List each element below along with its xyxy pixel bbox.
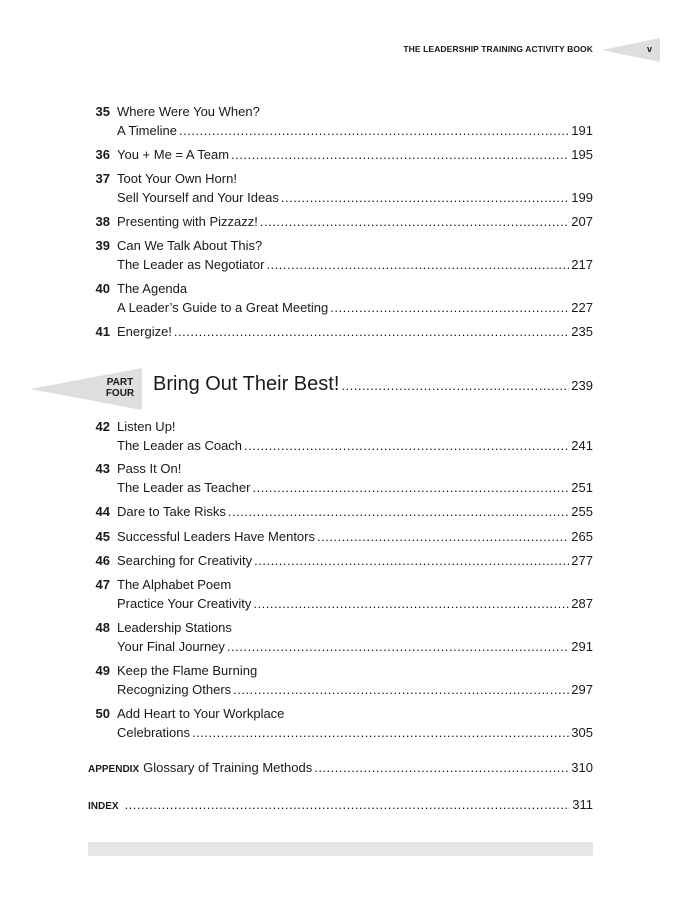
chapter-subtitle: Your Final Journey: [117, 639, 225, 654]
chapter-subtitle: A Timeline: [117, 123, 177, 138]
chapter-title: Leadership Stations: [117, 620, 232, 635]
chapter-title-row: [117, 527, 593, 546]
chapter-title-row: [117, 551, 593, 570]
index-row: [88, 795, 593, 816]
chapter-subtitle: Practice Your Creativity: [117, 596, 252, 611]
leader-dots: [260, 212, 569, 231]
chapter-subtitle-row: [117, 680, 593, 699]
page-ref: 297: [571, 682, 593, 697]
chapter-number: 40: [95, 281, 110, 296]
leader-dots: [281, 188, 569, 207]
chapter-number: 44: [95, 504, 110, 519]
chapter-number: 35: [95, 104, 110, 119]
leader-dots: [233, 680, 569, 699]
chapter-subtitle-row: [117, 723, 593, 742]
appendix-title: Glossary of Training Methods: [143, 760, 313, 775]
chapter-title: Listen Up!: [117, 419, 176, 434]
page-ref: 207: [571, 214, 593, 229]
chapter-number: 47: [95, 577, 110, 592]
chapter-number: 37: [95, 171, 110, 186]
page-ref: 217: [571, 257, 593, 272]
chapter-number: 46: [95, 553, 110, 568]
part-title-row: [153, 373, 593, 396]
chapter-title: Add Heart to Your Workplace: [117, 706, 285, 721]
leader-dots: [253, 594, 569, 613]
page-ref: 310: [571, 760, 593, 775]
chapter-subtitle: A Leader’s Guide to a Great Meeting: [117, 300, 329, 315]
page-ref: 311: [572, 797, 593, 812]
page-ref: 265: [571, 529, 593, 544]
appendix-label: APPENDIX: [88, 764, 140, 775]
chapter-title: Presenting with Pizzazz!: [117, 214, 258, 229]
chapter-title-row: [117, 212, 593, 231]
leader-dots: [341, 378, 569, 393]
book-title: THE LEADERSHIP TRAINING ACTIVITY BOOK: [403, 44, 593, 54]
page-ref: 199: [571, 190, 593, 205]
chapter-number: 48: [95, 620, 110, 635]
chapter-title: Successful Leaders Have Mentors: [117, 529, 315, 544]
part-label-bottom: FOUR: [105, 388, 135, 399]
chapter-number: 49: [95, 663, 110, 678]
chapter-subtitle: The Leader as Coach: [117, 438, 243, 453]
chapter-number: 43: [95, 461, 110, 476]
page-ref: 191: [571, 123, 593, 138]
chapter-subtitle-row: [117, 121, 593, 140]
chapter-subtitle-row: [117, 637, 593, 656]
chapter-title: Dare to Take Risks: [117, 504, 226, 519]
part-four-heading[interactable]: [0, 368, 678, 410]
page-ref: 255: [571, 504, 593, 519]
page-ref: 305: [571, 725, 593, 740]
chapter-title: Where Were You When?: [117, 104, 260, 119]
chapter-number: 42: [95, 419, 110, 434]
leader-dots: [231, 145, 569, 164]
chapter-subtitle: Recognizing Others: [117, 682, 232, 697]
chapter-subtitle-row: [117, 478, 593, 497]
page-ref: 277: [571, 553, 593, 568]
page-ref: 235: [571, 324, 593, 339]
chapter-number: 36: [95, 147, 110, 162]
footer-bar: [88, 842, 593, 856]
chapter-title: You + Me = A Team: [117, 147, 230, 162]
appendix-row: [88, 758, 593, 779]
leader-dots: [317, 527, 569, 546]
leader-dots: [314, 758, 569, 777]
chapter-title: Pass It On!: [117, 461, 182, 476]
chapter-title-row: [117, 502, 593, 521]
page-ref: 287: [571, 596, 593, 611]
leader-dots: [174, 322, 569, 341]
chapter-subtitle: Sell Yourself and Your Ideas: [117, 190, 279, 205]
chapter-title: Toot Your Own Horn!: [117, 171, 237, 186]
page-ref: 291: [571, 639, 593, 654]
leader-dots: [192, 723, 569, 742]
chapter-subtitle-row: [117, 298, 593, 317]
chapter-number: 45: [95, 529, 110, 544]
part-title: Bring Out Their Best!: [153, 373, 340, 395]
chapter-title: The Alphabet Poem: [117, 577, 232, 592]
leader-dots: [244, 436, 569, 455]
chapter-title-row: [117, 322, 593, 341]
leader-dots: [228, 502, 569, 521]
leader-dots: [254, 551, 569, 570]
leader-dots: [252, 478, 569, 497]
chapter-subtitle-row: [117, 188, 593, 207]
page-ref: 239: [571, 378, 593, 393]
page-number: v: [646, 44, 652, 54]
chapter-title: Can We Talk About This?: [117, 238, 263, 253]
leader-dots: [330, 298, 569, 317]
leader-dots: [266, 255, 569, 274]
chapter-subtitle: Celebrations: [117, 725, 190, 740]
running-header: [0, 38, 678, 64]
chapter-title: Energize!: [117, 324, 172, 339]
leader-dots: [227, 637, 569, 656]
page-ref: 195: [571, 147, 593, 162]
chapter-number: 50: [95, 706, 110, 721]
chapter-title: Searching for Creativity: [117, 553, 253, 568]
chapter-number: 39: [95, 238, 110, 253]
chapter-subtitle: The Leader as Negotiator: [117, 257, 265, 272]
chapter-title: The Agenda: [117, 281, 188, 296]
chapter-subtitle-row: [117, 255, 593, 274]
chapter-title: Keep the Flame Burning: [117, 663, 258, 678]
page-ref: 227: [571, 300, 593, 315]
page-ref: 241: [571, 438, 593, 453]
leader-dots: [179, 121, 569, 140]
part-label-top: PART: [106, 377, 134, 388]
chapter-subtitle-row: [117, 436, 593, 455]
chapter-subtitle-row: [117, 594, 593, 613]
chapter-title-row: [117, 145, 593, 164]
page-ref: 251: [571, 480, 593, 495]
chapter-number: 38: [95, 214, 110, 229]
leader-dots: [125, 795, 571, 814]
chapter-number: 41: [95, 324, 110, 339]
chapter-subtitle: The Leader as Teacher: [117, 480, 251, 495]
part-label: [100, 377, 140, 399]
index-label: INDEX: [88, 801, 119, 812]
